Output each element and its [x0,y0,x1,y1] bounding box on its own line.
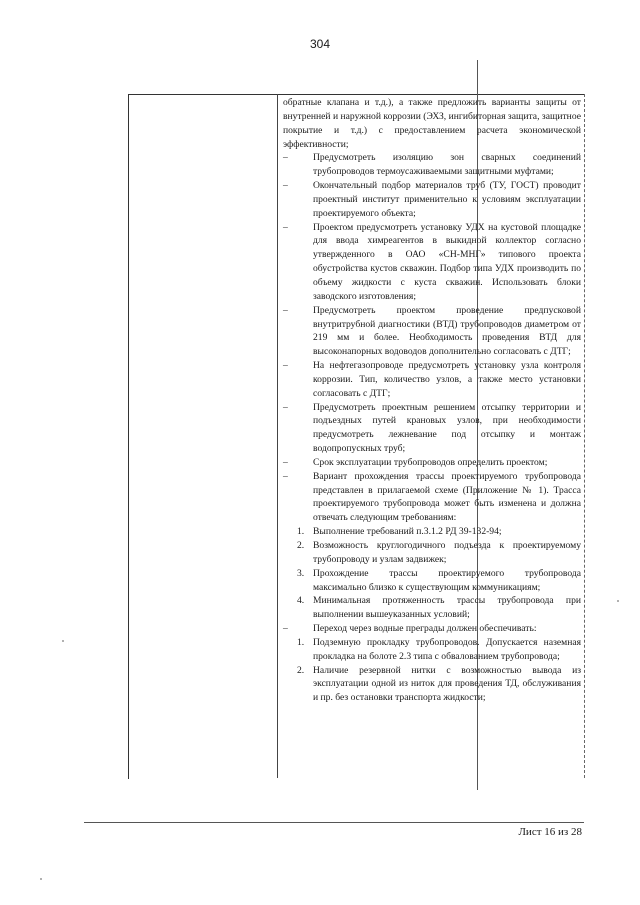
list-item-text: Предусмотреть изоляцию зон сварных соединений трубопроводов термоусаживаемыми защитными муфтами; [313,152,581,178]
dash-list-item [283,221,581,304]
list-item-text: Окончательный подбор материалов труб (ТУ, ГОСТ) проводит проектный институт применительно к условиям эксплуатации проектируемого объекта; [313,180,581,219]
page-number: 304 [309,37,331,51]
list-item-text: Прохождение трассы проектируемого трубопровода максимально близко к существующим коммуникациям; [313,567,581,593]
scan-speck [40,878,42,880]
list-marker: – [283,470,288,482]
dash-list-item [283,359,581,401]
dash-list-item [283,304,581,359]
numbered-list-item [283,636,581,664]
dash-list-item [283,151,581,179]
list-marker: – [283,360,288,372]
list-item-text: Предусмотреть проектным решением отсыпку территории и подъездных путей крановых узлов, при необходимости предусмотреть лежневание под отсыпку и монтаж водопропускных труб; [313,401,581,455]
numbered-list-item [283,664,581,706]
list-marker: 1. [297,636,305,648]
numbered-list-item [283,525,581,539]
list-item-text: Предусмотреть проектом проведение предпусковой внутритрубной диагностики (ВТД) трубопроводов диаметром от 219 мм и более. Необходимость проведения ВТД для высоконапорных водоводов дополнительно согласовать с ДТГ; [313,304,581,358]
sheet-counter: Лист 16 из 28 [518,826,582,838]
numbered-list-item [283,594,581,622]
scan-speck [62,640,64,642]
list-item-text: Срок эксплуатации трубопроводов определить проектом; [313,456,548,468]
list-item-text: Переход через водные преграды должен обеспечивать: [313,623,537,635]
scan-speck [617,600,619,602]
list-marker: – [283,456,288,468]
dash-list-item [283,179,581,221]
list-marker: – [283,221,288,233]
dash-list-item [283,470,581,525]
table-right-border [584,94,585,778]
list-item-text: Вариант прохождения трассы проектируемого трубопровода представлен в прилагаемой схеме (Приложение № 1). Трасса проектируемого трубопровода может быть изменена и должна отвечать следующим требованиям: [313,470,581,524]
dash-list-item [283,622,581,636]
list-item-text: Наличие резервной нитки с возможностью вывода из эксплуатации одной из ниток для проведения ТД, обслуживания и пр. без остановки транспорта жидкости; [313,664,581,704]
requirements-text [283,96,581,705]
numbered-list-item [283,567,581,595]
list-item-text: Выполнение требований п.3.1.2 РД 39-132-94; [313,526,502,538]
list-marker: – [283,401,288,413]
list-marker: – [283,304,288,316]
paragraph: обратные клапана и т.д.), а также предложить варианты защиты от внутренней и наружной коррозии (ЭХЗ, ингибиторная защита, защитное покрытие и т.д.) с предоставлением расчета экономической эффективности; [283,97,581,150]
footer-rule [84,822,584,823]
dash-list-item [283,401,581,456]
list-item-text: Возможность круглогодичного подъезда к проектируемому трубопроводу и узлам задвижек; [313,540,581,565]
list-item-text: Проектом предусмотреть установку УДХ на кустовой площадке для ввода химреагентов в выкидной коллектор согласно утвержденного в ОАО «СН-МНГ» типового проекта обустройства кустов скважин. Подбор типа УДХ производить по объему жидкости с куста скважин. Использовать блоки заводского изготовления; [313,221,581,302]
list-marker: 3. [297,567,305,579]
list-marker: 2. [297,540,305,551]
list-item-text: Подземную прокладку трубопроводов. Допускается наземная прокладка на болоте 2.3 типа с обвалованием трубопровода; [313,636,581,662]
numbered-list-item [283,539,581,567]
list-marker: 2. [297,664,305,676]
list-marker: – [283,623,288,635]
list-marker: – [283,180,288,192]
dash-list-item [283,456,581,470]
list-marker: – [283,152,288,164]
list-item-text: На нефтегазопроводе предусмотреть установку узла контроля коррозии. Тип, количество узлов, а также место установки согласовать с ДТГ; [313,360,581,399]
list-marker: 4. [297,595,305,607]
list-item-text: Минимальная протяженность трассы трубопровода при выполнении вышеуказанных условий; [313,595,581,621]
column-divider [277,94,278,778]
list-marker: 1. [297,526,305,538]
